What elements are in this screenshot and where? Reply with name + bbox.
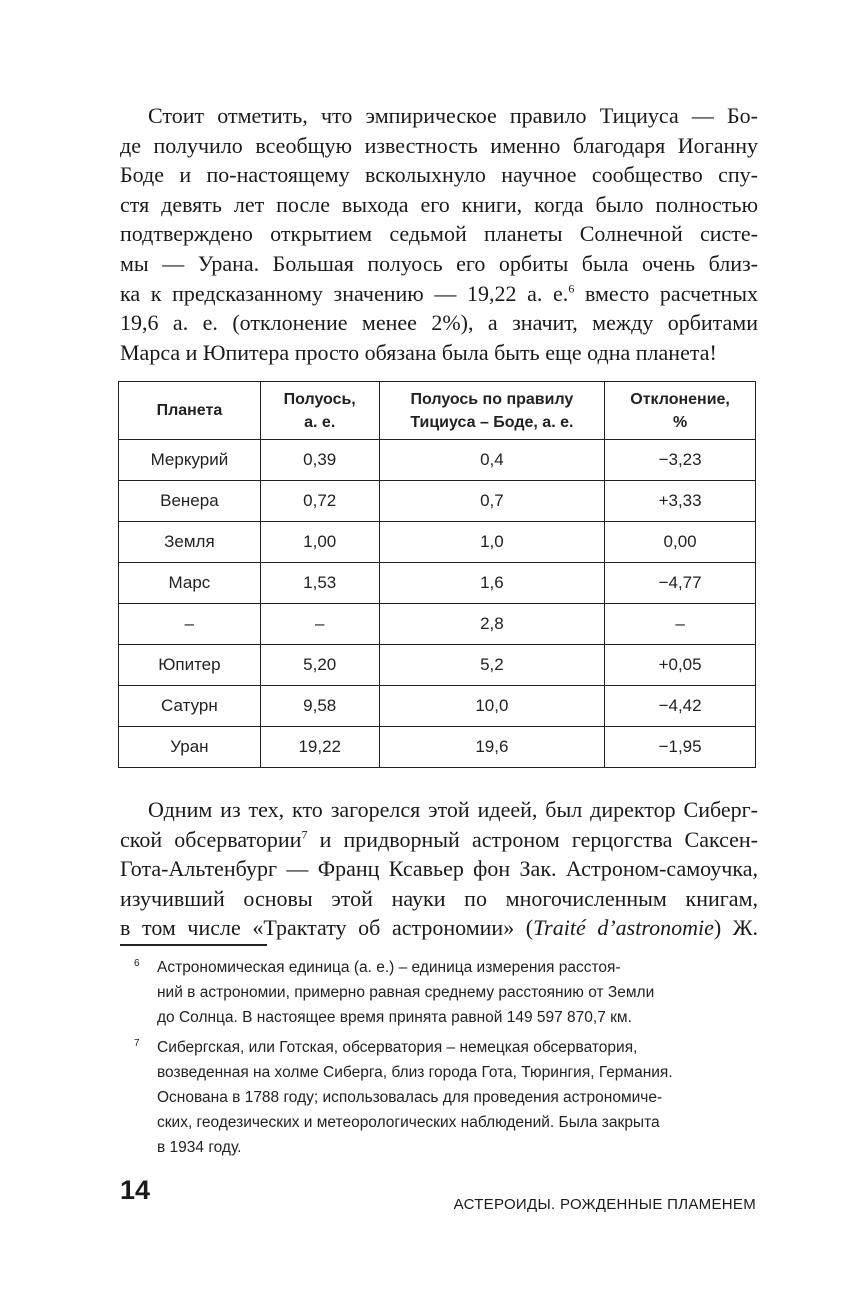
table-cell: +0,05 [605,645,756,686]
column-header-deviation: Отклонение, % [605,382,756,440]
column-header-planet: Планета [119,382,261,440]
paragraph-2-line: ской обсерватории$^7$ и придворный астроном герцогства Саксен- [120,826,759,852]
paragraph-1-line: Боде и по-настоящему всколыхнуло научное сообщество спу- [120,162,758,188]
table-header-row [119,382,756,440]
running-head: АСТЕРОИДЫ. РОЖДЕННЫЕ ПЛАМЕНЕМ [453,1196,756,1213]
paragraph-2-line: изучивший основы этой науки по многочисленным книгам, [120,885,758,911]
paragraph-1-line: ка к предсказанному значению — 19,22 а. е.$^6$ вместо расчетных [120,280,759,306]
paragraph-1-line: де получило всеобщую известность именно благодаря Иоганну [120,132,758,158]
italic-title: Traité d’astronomie [533,915,714,941]
table-row [119,563,756,604]
table-cell: −1,95 [605,727,756,768]
footnote-number: 7 [134,1038,140,1049]
table-cell: Земля [119,522,261,563]
table-cell: −3,23 [605,440,756,481]
table-row [119,604,756,645]
footnote-text: Астрономическая единица (а. е.) – единица измерения расстоя- ний в астрономии, примерно равная среднему расстоянию от Земли до Солнца. В настоящее время принята равной 149 597 870,7 км. [157,959,655,1026]
table-cell: – [119,604,261,645]
paragraph-1-line: Стоит отметить, что эмпирическое правило Тициуса — Бо- [148,103,758,128]
footnote-divider [120,944,267,946]
planet-table [118,381,756,768]
footnote-ref-6: 6 [568,281,575,296]
footnote-ref-7: 7 [301,827,308,842]
table-cell: – [605,604,756,645]
table-cell: 19,22 [260,727,379,768]
table-cell: 0,7 [379,481,605,522]
page-number: 14 [120,1175,151,1205]
paragraph-1-line: стя девять лет после выхода его книги, когда было полностью [120,191,758,217]
table-cell: 0,72 [260,481,379,522]
table-cell: Юпитер [119,645,261,686]
table-cell: 0,39 [260,440,379,481]
table-cell: 9,58 [260,686,379,727]
table-cell: −4,77 [605,563,756,604]
table-cell: 5,2 [379,645,605,686]
footnote-text: Сибергская, или Готская, обсерватория – немецкая обсерватория, возведенная на холме Сиберга, близ города Гота, Тюрингия, Германия. Основана в 1788 году; использовалась для проведения астрономиче- ских, геодезических и метеорологических наблюдений. Была закрыта в 1934 году. [157,1039,673,1156]
table-cell: Марс [119,563,261,604]
table-cell: 1,0 [379,522,605,563]
paragraph-1-line: 19,6 а. е. (отклонение менее 2%), а значит, между орбитами [120,310,758,336]
paragraph-1-line: подтверждено открытием седьмой планеты Солнечной систе- [120,221,758,247]
paragraph-1-line: Марса и Юпитера просто обязана была быть еще одна планета! [120,339,717,365]
table-cell: Венера [119,481,261,522]
paragraph-1 [120,101,758,367]
paragraph-2-line: в том числе «Трактату об астрономии» (Traité d’astronomie) Ж. [120,915,758,941]
table-row [119,440,756,481]
table-cell: 0,4 [379,440,605,481]
table-cell: 19,6 [379,727,605,768]
table-row [119,686,756,727]
table-cell: 1,53 [260,563,379,604]
table-cell: +3,33 [605,481,756,522]
paragraph-1-line: мы — Урана. Большая полуось его орбиты была очень близ- [120,250,758,276]
table-cell: 2,8 [379,604,605,645]
table-cell: 5,20 [260,645,379,686]
table-row [119,645,756,686]
footnote-number: 6 [134,958,140,969]
table-cell: 0,00 [605,522,756,563]
table-row [119,522,756,563]
column-header-semi-axis: Полуось, а. е. [260,382,379,440]
table-cell: Меркурий [119,440,261,481]
table-cell: 10,0 [379,686,605,727]
table-row [119,727,756,768]
paragraph-2 [120,795,758,943]
table-cell: Сатурн [119,686,261,727]
table-cell: −4,42 [605,686,756,727]
table-cell: 1,6 [379,563,605,604]
table-cell: 1,00 [260,522,379,563]
paragraph-2-line: Гота-Альтенбург — Франц Ксавьер фон Зак. Астроном-самоучка, [120,856,758,882]
table-cell: – [260,604,379,645]
column-header-titius-bode: Полуось по правилу Тициуса – Боде, а. е. [379,382,605,440]
table-cell: Уран [119,727,261,768]
paragraph-2-line: Одним из тех, кто загорелся этой идеей, был директор Сиберг- [148,797,758,822]
table-row [119,481,756,522]
